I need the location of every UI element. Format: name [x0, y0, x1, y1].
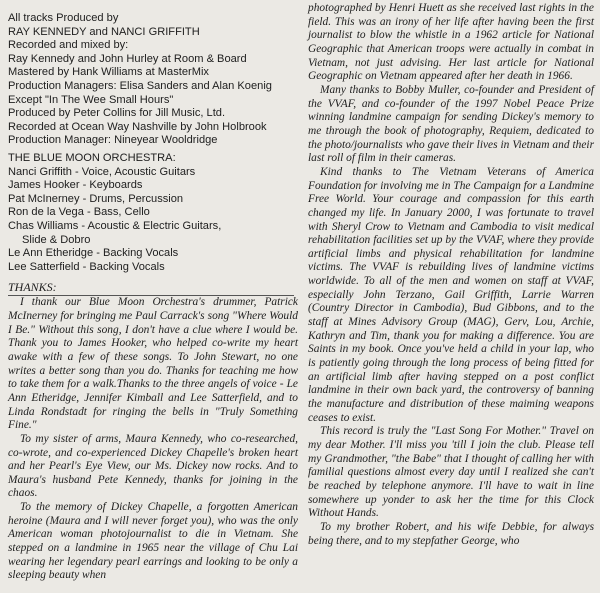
thanks-left-text: [8, 296, 298, 583]
thanks-paragraph: To my sister of arms, Maura Kennedy, who co-researched, co-wrote, and co-experienced Dickey Chapelle's broken heart and her Pearl's Eye View, our Ms. Dickey now rocks. And to Maura's husband Pete Kennedy, thanks for joining in the chaos.: [8, 432, 298, 500]
credit-line: Recorded at Ocean Way Nashville by John Holbrook: [8, 120, 267, 133]
thanks-right-text: [308, 0, 594, 548]
member-line: Slide & Dobro: [22, 233, 91, 246]
thanks-heading: THANKS:: [8, 280, 294, 296]
member-line: Chas Williams - Acoustic & Electric Guitars,: [8, 219, 222, 232]
credit-line: Production Managers: Elisa Sanders and Alan Koenig: [8, 79, 272, 92]
thanks-paragraph: Many thanks to Bobby Muller, co-founder and President of the VVAF, and co-founder of the 1997 Nobel Peace Prize winning landmine campaign for sending Dickey's memory to me through the book of photography, Requiem, dedicated to the photo/journalists who gave their lives in Vietnam and their last roll of film in their cameras.: [308, 83, 594, 165]
credit-line: Mastered by Hank Williams at MasterMix: [8, 66, 209, 79]
credit-line: Ray Kennedy and John Hurley at Room & Board: [8, 52, 247, 65]
right-column: [308, 0, 594, 548]
member-line: Lee Satterfield - Backing Vocals: [8, 260, 165, 273]
credits-block: [8, 0, 298, 274]
credit-line: Recorded and mixed by:: [8, 39, 129, 52]
member-line: James Hooker - Keyboards: [8, 179, 143, 192]
thanks-paragraph: photographed by Henri Huett as she received last rights in the field. This was an irony of her life after having been the first journalist to blow the whistle in a 1962 article for National Geographic that American troops were actually in combat in Vietnam, not just advising. Her last article for National Geographic on Vietnam appeared after her death in 1966.: [308, 2, 594, 83]
credit-line: Except "In The Wee Small Hours": [8, 93, 174, 106]
thanks-paragraph: This record is truly the "Last Song For Mother." Travel on my dear Mother. I'll miss you 'till I join the club. Please tell my Grandmother, "the Babe" that I thought of calling her with familial questions almost every day until I realized she can't be reached by telephone anymore. I'll have to wait in line somewhere up yonder to ask her the time for this Clock Without Hands.: [308, 425, 594, 520]
thanks-paragraph: To the memory of Dickey Chapelle, a forgotten American heroine (Maura and I will never forget you), who was the only American woman photojournalist to die in Vietnam. She stepped on a landmine in 1965 near the village of Chu Lai wearing her legendary pearl earrings and looking to be only a sleeping beauty when: [8, 501, 298, 582]
member-line: Le Ann Etheridge - Backing Vocals: [8, 247, 179, 260]
thanks-paragraph: To my brother Robert, and his wife Debbie, for always being there, and to my stepfather George, who: [308, 520, 594, 547]
credit-line: All tracks Produced by: [8, 12, 119, 24]
thanks-paragraph: I thank our Blue Moon Orchestra's drummer, Patrick McInerney for bringing me Paul Carrack's song "Where Would I Be." Without this song, I don't have a clue where I would be. Thank you to James Hooker, who helped co-write my heart awake with a few of these songs. To John Stewart, no one writes a better song than you do. Thanks for teaching me how to take them for a walk.Thanks to the three angels of voice - Le Ann Etheridge, Jennifer Kimball and Lee Satterfield, and to Linda Rondstadt for ringing the bells in "Truly Something Fine.": [8, 296, 298, 432]
credit-line: RAY KENNEDY and NANCI GRIFFITH: [8, 25, 200, 38]
credit-line: Produced by Peter Collins for Jill Music, Ltd.: [8, 107, 226, 120]
thanks-paragraph: Kind thanks to The Vietnam Veterans of America Foundation for involving me in The Campaign for a Landmine Free World. Your courage and compassion for this earth changed my life. In January 2000, I was fortunate to travel with Sheryl Crow to Vietnam and Cambodia to visit medical rehabilitation facilities set up by the VVAF, where they provide artificial limbs and physical rehabilitation for landmine victims. The VVAF is rebuilding lives of landmine victims worldwide. To all of the men and women on staff at VVAF, especially John Terzano, Gail Griffith, Larrie Warren (Country Director in Cambodia), Bud Gibbons, and to the staff at Mines Advisory Group (MAG), Gerv, Lou, Archie, Kathryn and Tim, thank you for making a difference. You are Saints in my book. Once you've held a child in your lap, who is patiently going through the long process of being fitted for an artificial limb after having stepped on a post conflict landmine in their own back yard, the controversy of banning the manufacture and distribution of these maiming weapons ceases to exist.: [308, 165, 594, 424]
member-line: Ron de la Vega - Bass, Cello: [8, 206, 150, 219]
left-column: [8, 0, 298, 583]
member-line: Pat McInerney - Drums, Percussion: [8, 192, 184, 205]
credit-line: Production Manager: Nineyear Wooldridge: [8, 134, 218, 147]
member-line: Nanci Griffith - Voice, Acoustic Guitars: [8, 165, 196, 178]
orchestra-title: THE BLUE MOON ORCHESTRA:: [8, 151, 176, 164]
